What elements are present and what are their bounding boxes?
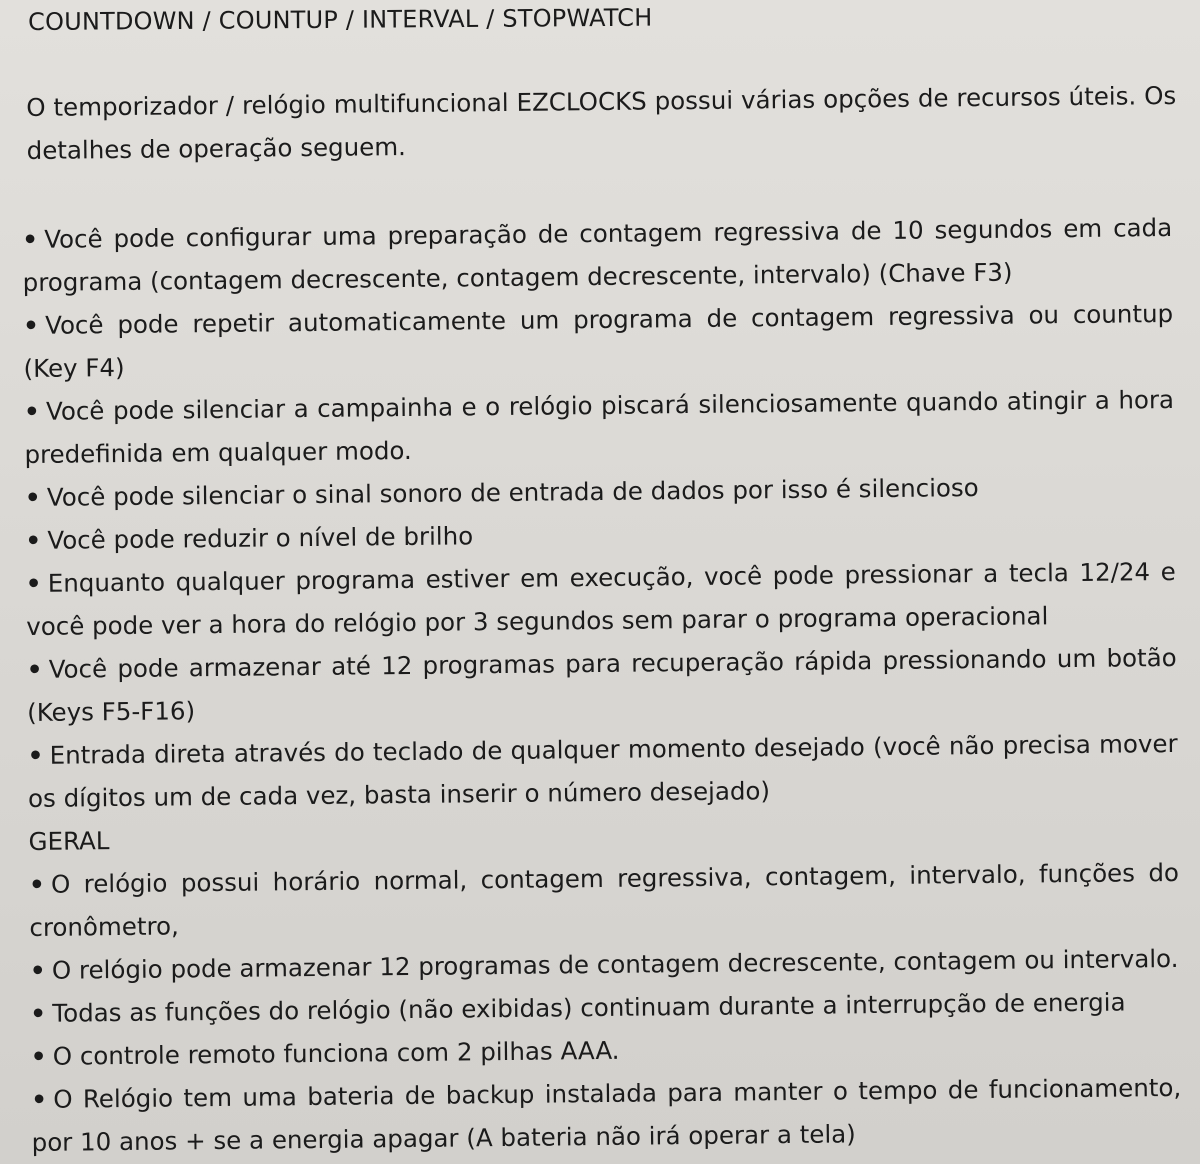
general-heading: GERAL <box>28 826 110 856</box>
bullet-icon: • <box>25 568 42 598</box>
list-item: • O controle remoto funciona com 2 pilhas AAA. <box>31 1023 1181 1078</box>
bullet-icon: • <box>29 955 46 985</box>
document-title: COUNTDOWN / COUNTUP / INTERVAL / STOPWATCH <box>28 3 653 36</box>
list-item: • Você pode silenciar o sinal sonoro de entrada de dados por isso é silencioso <box>25 464 1175 519</box>
list-item: • O relógio possui horário normal, contagem regressiva, contagem, intervalo, funções do cronômetro, <box>28 857 1180 942</box>
bullet-icon: • <box>30 998 47 1028</box>
list-item: • O relógio pode armazenar 12 programas de contagem decrescente, contagem ou intervalo. <box>30 937 1180 992</box>
list-item: • Você pode silenciar a campainha e o relógio piscará silenciosamente quando atingir a hora predefinida em qualquer modo. <box>23 384 1175 469</box>
list-item: • O Relógio tem uma bateria de backup instalada para manter o tempo de funcionamento, por 10 anos + se a energia apagar (A bateria não irá operar a tela) <box>31 1072 1182 1157</box>
bullet-icon: • <box>22 310 39 340</box>
intro-paragraph: O temporizador / relógio multifuncional EZCLOCKS possui várias opções de recursos úteis. Os detalhes de operação seguem. <box>26 80 1177 165</box>
list-item: • Você pode configurar uma preparação de contagem regressiva de 10 segundos em cada programa (contagem decrescente, contagem decrescente, intervalo) (Chave F3) <box>22 212 1173 297</box>
bullet-icon: • <box>26 654 43 684</box>
list-item: • Todas as funções do relógio (não exibidas) continuam durante a interrupção de energia <box>30 980 1180 1035</box>
bullet-icon: • <box>31 1084 48 1114</box>
bullet-icon: • <box>27 740 44 770</box>
list-item: • Você pode reduzir o nível de brilho <box>25 507 1175 562</box>
list-item: • Entrada direta através do teclado de qualquer momento desejado (você não precisa mover os dígitos um de cada vez, basta inserir o número desejado) <box>27 728 1178 813</box>
feature-list <box>22 206 1182 1164</box>
bullet-icon: • <box>25 525 42 555</box>
list-item: • Você pode armazenar até 12 programas para recuperação rápida pressionando um botão (Keys F5-F16) <box>26 642 1177 727</box>
bullet-icon: • <box>30 1041 47 1071</box>
bullet-icon: • <box>28 869 45 899</box>
list-item: • Você pode repetir automaticamente um programa de contagem regressiva ou countup (Key F4) <box>22 298 1174 383</box>
bullet-icon: • <box>22 224 39 254</box>
bullet-icon: • <box>24 482 41 512</box>
list-item: • Enquanto qualquer programa estiver em execução, você pode pressionar a tecla 12/24 e você pode ver a hora do relógio por 3 segundos sem parar o programa operacional <box>25 556 1176 641</box>
bullet-icon: • <box>23 396 40 426</box>
